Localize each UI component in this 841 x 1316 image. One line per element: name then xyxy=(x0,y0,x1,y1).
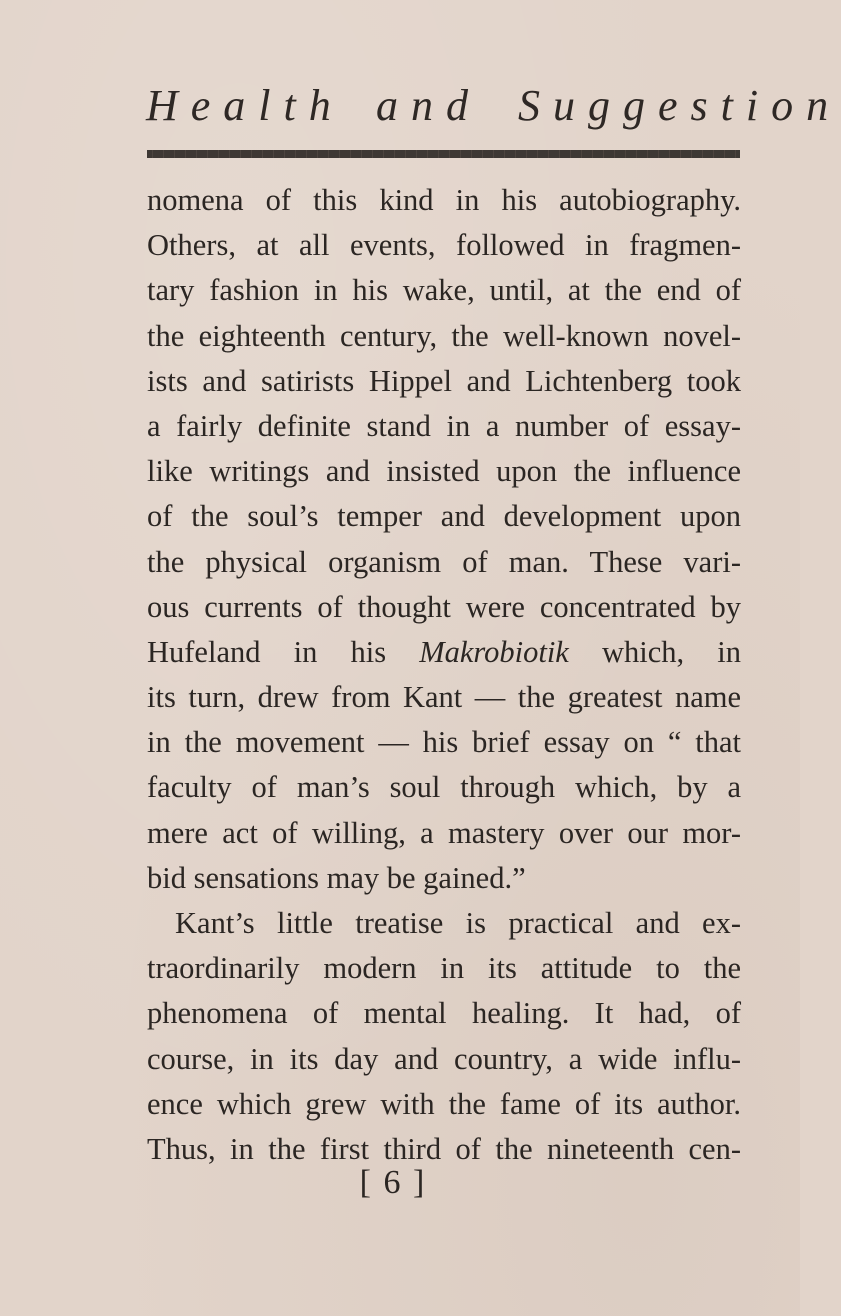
text-line: bid sensations may be gained.” xyxy=(147,860,526,895)
text-line: like writings and insisted upon the influence xyxy=(147,454,741,489)
text-line: a fairly definite stand in a number of essay- xyxy=(147,408,741,443)
text-line: traordinarily modern in its attitude to the xyxy=(147,951,741,986)
running-head-word-1: Health xyxy=(146,81,344,130)
text-line: in the movement — his brief essay on “ that xyxy=(147,725,741,760)
text-line: faculty of man’s soul through which, by a xyxy=(147,770,741,805)
running-head-word-3: Suggestion xyxy=(518,81,841,130)
running-head xyxy=(146,80,841,140)
text-line: phenomena of mental healing. It had, of xyxy=(147,996,741,1031)
paragraph-1 xyxy=(147,178,741,901)
text-line: the eighteenth century, the well-known novel- xyxy=(147,318,741,353)
text-line: tary fashion in his wake, until, at the end of xyxy=(147,273,741,308)
text-line: the physical organism of man. These vari- xyxy=(147,544,741,579)
page-number xyxy=(0,1164,800,1202)
text-line: Others, at all events, followed in fragmen- xyxy=(147,228,741,263)
text-line: ence which grew with the fame of its author. xyxy=(147,1086,741,1121)
text-line: ous currents of thought were concentrated by xyxy=(147,589,741,624)
book-title: Makrobiotik xyxy=(419,634,569,669)
header-rule xyxy=(147,150,740,158)
text-line: Hufeland in his Makrobiotik which, in xyxy=(147,634,741,669)
text-line: course, in its day and country, a wide influ- xyxy=(147,1041,741,1076)
text-line: its turn, drew from Kant — the greatest name xyxy=(147,680,741,715)
text-line: mere act of willing, a mastery over our mor- xyxy=(147,815,741,850)
text-line: of the soul’s temper and development upon xyxy=(147,499,741,534)
text-line: ists and satirists Hippel and Lichtenberg took xyxy=(147,363,741,398)
body-text xyxy=(147,178,741,1172)
text-line: Thus, in the first third of the nineteenth cen- xyxy=(147,1131,741,1166)
text-line: Kant’s little treatise is practical and ex- xyxy=(175,906,741,940)
text-line: nomena of this kind in his autobiography. xyxy=(147,183,741,217)
running-head-word-2: and xyxy=(376,81,481,130)
page-number-text: [ 6 ] xyxy=(359,1164,427,1201)
paragraph-2 xyxy=(147,901,741,1172)
